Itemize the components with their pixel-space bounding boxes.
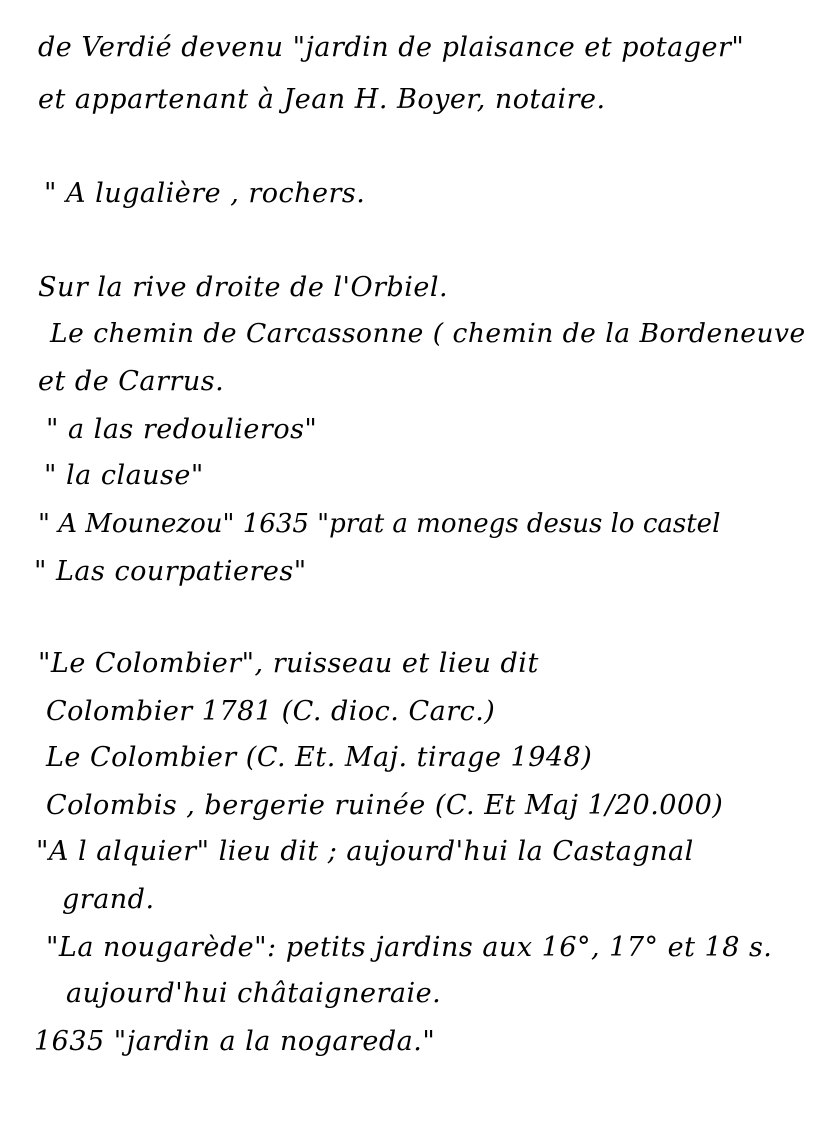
text-line-5: Le chemin de Carcassonne ( chemin de la Bordeneuve [50,318,806,349]
text-line-7: " a las redoulieros" [46,414,318,445]
text-line-14: Colombis , bergerie ruinée (C. Et Maj 1/20.000) [46,790,724,821]
text-line-11: "Le Colombier", ruisseau et lieu dit [38,648,539,679]
text-line-10: " Las courpatieres" [34,556,307,587]
text-line-9: " A Mounezou" 1635 "prat a monegs desus lo castel [38,509,721,539]
text-line-18: aujourd'hui châtaigneraie. [66,978,442,1009]
text-line-12: Colombier 1781 (C. dioc. Carc.) [46,696,496,727]
text-line-15: "A l alquier" lieu dit ; aujourd'hui la Castagnal [36,836,694,867]
text-line-13: Le Colombier (C. Et. Maj. tirage 1948) [46,742,593,773]
text-line-19: 1635 "jardin a la nogareda." [34,1026,436,1057]
text-line-8: " la clause" [44,460,204,491]
text-line-2: et appartenant à Jean H. Boyer, notaire. [38,84,606,115]
text-line-17: "La nougarède": petits jardins aux 16°, 17° et 18 s. [46,932,773,963]
text-line-4: Sur la rive droite de l'Orbiel. [38,272,449,303]
text-line-1: de Verdié devenu "jardin de plaisance et potager" [38,32,745,63]
text-line-3: " A lugalière , rochers. [44,178,366,209]
text-line-16: grand. [62,884,155,915]
text-line-6: et de Carrus. [38,366,225,397]
